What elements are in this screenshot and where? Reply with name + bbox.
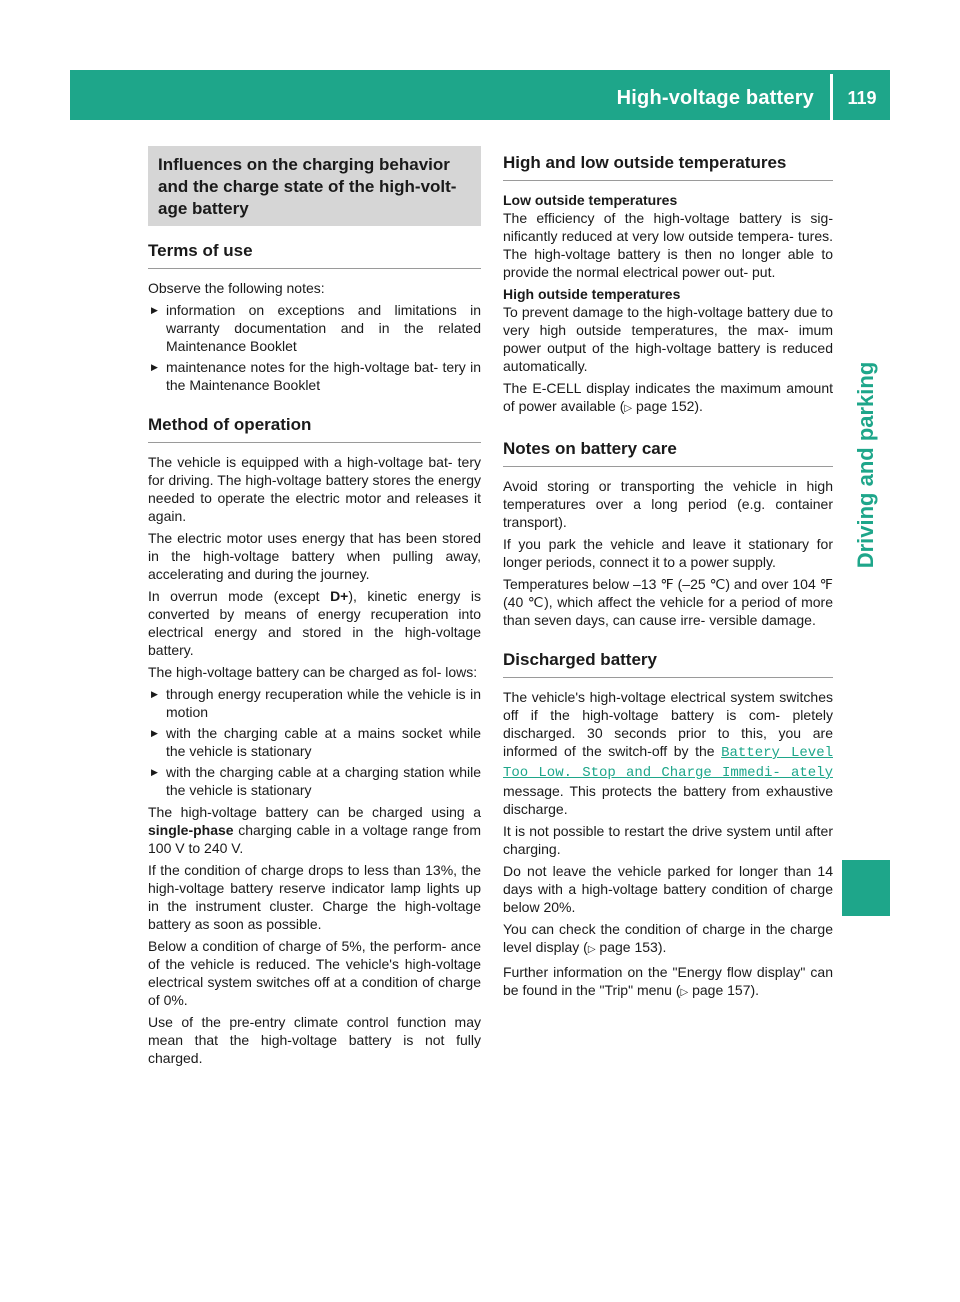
heading-temperatures: High and low outside temperatures [503,152,833,181]
paragraph: The electric motor uses energy that has been stored in the high-voltage battery when pulling away, accelerating and during the journey. [148,530,481,582]
display-message: Battery Level Too Low. Stop and Charge Immedi‐ ately [503,745,833,781]
heading-method-of-operation: Method of operation [148,414,481,443]
paragraph: It is not possible to restart the drive system until after charging. [503,823,833,857]
paragraph: The vehicle is equipped with a high-voltage bat- tery for driving. The high-voltage battery stores the energy needed to operate the electric motor and releases it again. [148,454,481,524]
paragraph: The vehicle's high-voltage electrical system switches off if the high-voltage battery is com- pletely discharged. 30 seconds prior to this, you are informed of the switch-off by the Battery Level Too Low. Stop and Charge Immedi‐ ately message. This protects the battery from exhaustive discharge. [503,689,833,817]
paragraph: In overrun mode (except D+), kinetic energy is converted by means of energy recuperation into electrical energy and stored in the high-voltage battery. [148,588,481,658]
paragraph: Do not leave the vehicle parked for longer than 14 days with a high-voltage battery condition of charge below 20%. [503,863,833,915]
side-tab-marker [842,860,890,916]
subheading-high-temperatures: High outside temperatures [503,286,681,302]
section-title: Influences on the charging behavior and the charge state of the high-volt- age battery [148,146,481,226]
paragraph: Avoid storing or transporting the vehicle in high temperatures over a long period (e.g. container transport). [503,478,833,530]
page-ref-arrow-icon: ▷ [587,944,596,955]
right-column [503,146,833,1006]
page-ref-arrow-icon: ▷ [680,987,689,998]
single-phase-label: single-phase [148,822,234,838]
paragraph: The high-voltage battery can be charged using a single-phase charging cable in a voltage range from 100 V to 240 V. [148,804,481,856]
list-item: ▶ information on exceptions and limitations in warranty documentation and in the related Maintenance Booklet [148,301,481,355]
chapter-title: High-voltage battery [616,87,814,109]
page-reference[interactable]: page 153). [595,939,667,955]
side-tab [842,300,890,630]
page-reference[interactable]: page 157). [688,982,760,998]
heading-discharged-battery: Discharged battery [503,649,833,678]
paragraph: Below a condition of charge of 5%, the perform- ance of the vehicle is reduced. The vehicle's high-voltage electrical system switches off at a condition of charge of 0%. [148,938,481,1008]
paragraph: If the condition of charge drops to less than 13%, the high-voltage battery reserve indicator lamp lights up in the instrument cluster. Charge the high-voltage battery as soon as possible. [148,862,481,932]
header-bar [70,70,890,120]
paragraph: Temperatures below –13 ℉ (–25 ℃) and over 104 ℉ (40 ℃), which affect the vehicle for a period of more than seven days, can cause irre- versible damage. [503,576,833,628]
terms-intro: Observe the following notes: [148,280,325,296]
page-reference[interactable]: page 152). [632,398,703,414]
list-item: ▶ through energy recuperation while the vehicle is in motion [148,685,481,721]
list-item: ▶ with the charging cable at a mains socket while the vehicle is stationary [148,724,481,760]
side-tab-label: Driving and parking [853,361,878,569]
heading-battery-care: Notes on battery care [503,438,833,467]
paragraph: Further information on the "Energy flow display" can be found in the "Trip" menu (▷ page 157). [503,964,833,998]
header-divider [830,74,833,120]
terms-list [148,301,481,394]
paragraph: The high-voltage battery can be charged as fol- lows: [148,664,478,680]
paragraph: Use of the pre-entry climate control function may mean that the high-voltage battery is not fully charged. [148,1014,481,1066]
paragraph: You can check the condition of charge in the charge level display (▷ page 153). [503,921,833,955]
paragraph: The E-CELL display indicates the maximum amount of power available (▷ page 152). [503,380,833,414]
left-column [148,146,481,1071]
list-item: ▶ with the charging cable at a charging station while the vehicle is stationary [148,763,481,799]
page-ref-arrow-icon: ▷ [624,403,633,414]
page-number: 119 [847,88,877,108]
heading-terms-of-use: Terms of use [148,240,481,269]
paragraph: To prevent damage to the high-voltage battery due to very high outside temperatures, the max- imum power output of the high-voltage battery is reduced automatically. [503,304,833,374]
list-item: ▶ maintenance notes for the high-voltage bat- tery in the Maintenance Booklet [148,358,481,394]
gear-position-label: D+ [330,588,349,604]
paragraph: If you park the vehicle and leave it stationary for longer periods, connect it to a power supply. [503,536,833,570]
subheading-low-temperatures: Low outside temperatures [503,192,678,208]
charging-methods-list [148,685,481,799]
paragraph: The efficiency of the high-voltage battery is sig- nificantly reduced at very low outside tempera- tures. The high-voltage battery is then no longer able to provide the normal electrical power out- put. [503,210,833,280]
